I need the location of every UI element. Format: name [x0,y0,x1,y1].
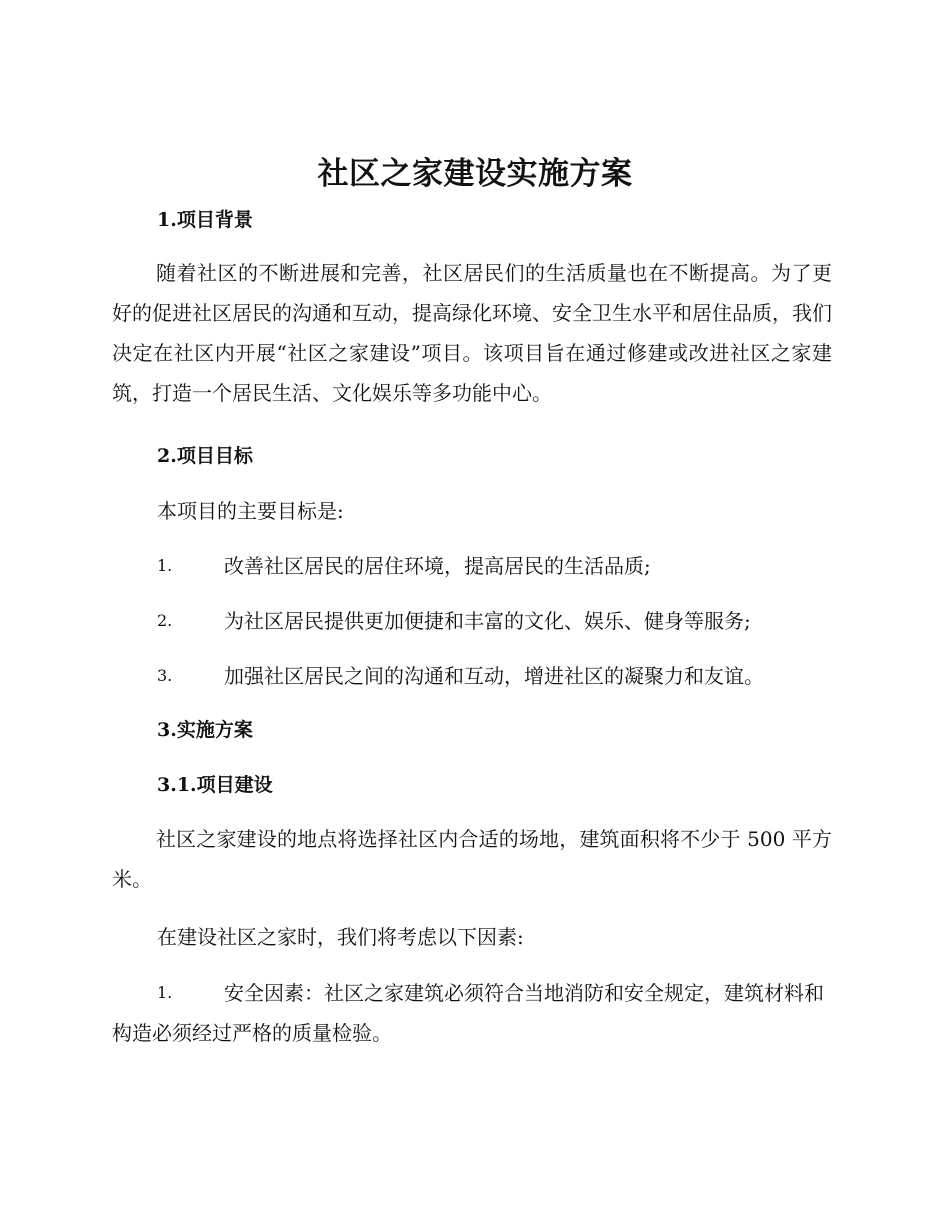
section-heading-background: 1.项目背景 [157,209,253,231]
section-heading-goals: 2.项目目标 [157,445,253,467]
list-text: 安全因素：社区之家建筑必须符合当地消防和安全规定，建筑材料和构造必须经过严格的质量检验。 [112,981,824,1045]
list-number: 2. [157,611,173,630]
section-heading-plan: 3.实施方案 [157,719,253,741]
subsection-heading-construction: 3.1.项目建设 [157,774,273,796]
list-number: 1. [157,983,173,1002]
list-text: 改善社区居民的居住环境，提高居民的生活品质; [224,554,651,578]
background-paragraph: 随着社区的不断进展和完善，社区居民们的生活质量也在不断提高。为了更好的促进社区居民的沟通和互动，提高绿化环境、安全卫生水平和居住品质，我们决定在社区内开展“社区之家建设”项目。该项目旨在通过修建或改进社区之家建筑，打造一个居民生活、文化娱乐等多功能中心。 [112,261,832,405]
goal-item [157,551,651,581]
factor-item [112,973,832,1053]
document-title: 社区之家建设实施方案 [317,156,633,192]
list-text: 为社区居民提供更加便捷和丰富的文化、娱乐、健身等服务; [224,609,751,633]
goal-item [157,661,764,691]
list-text: 加强社区居民之间的沟通和互动，增进社区的凝聚力和友谊。 [224,664,764,688]
goals-intro: 本项目的主要目标是: [157,499,344,523]
construction-intro: 在建设社区之家时，我们将考虑以下因素: [157,925,524,949]
goal-item [157,606,751,636]
construction-paragraph: 社区之家建设的地点将选择社区内合适的场地，建筑面积将不少于 500 平方米。 [112,827,832,891]
list-number: 3. [157,666,173,685]
list-number: 1. [157,556,173,575]
